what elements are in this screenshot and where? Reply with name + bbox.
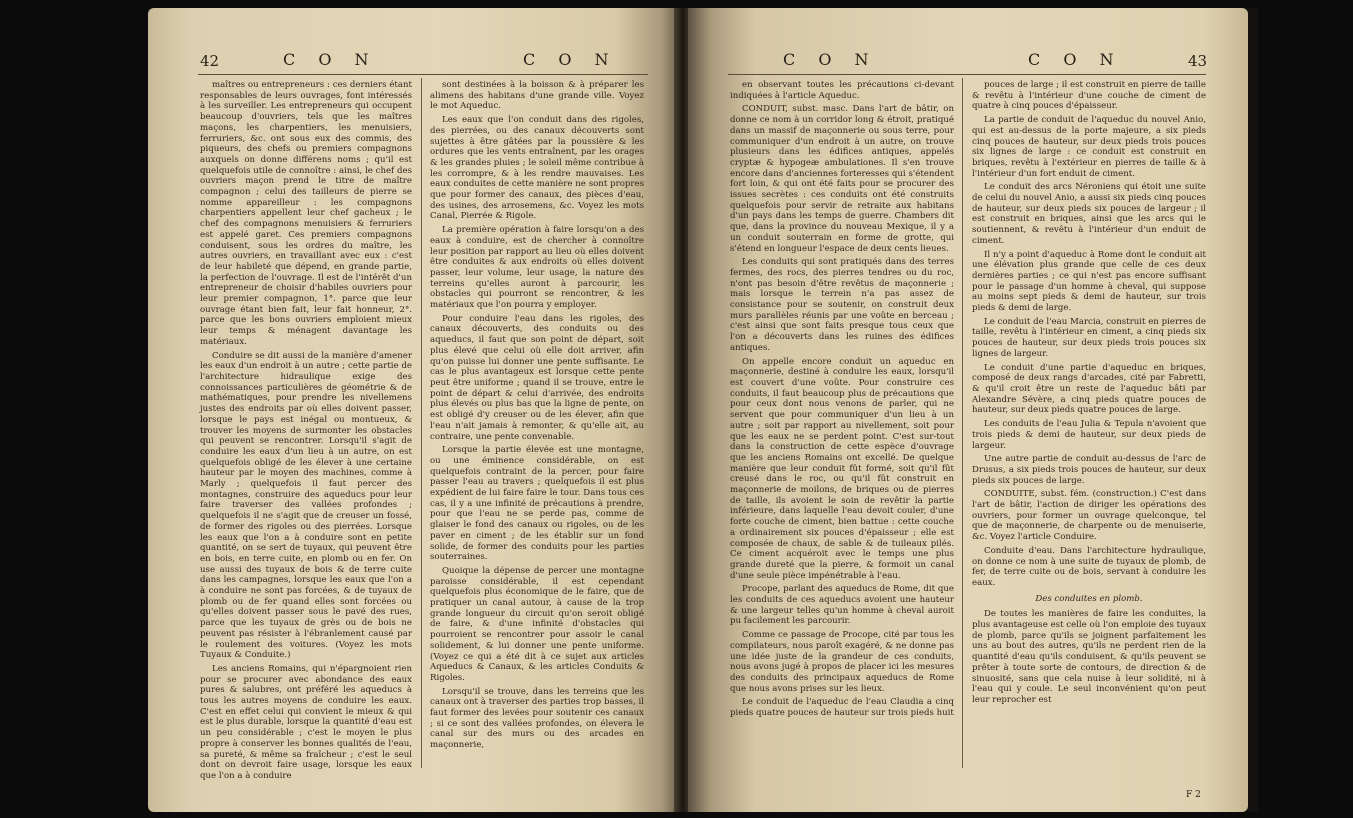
paragraph: Les conduits qui sont pratiqués dans des terres fermes, des rocs, des pierres tendres ou du roc, n'ont pas besoin d'être revêtus de maçonnerie ; mais lorsque le terrein n'a pas assez de consistance pour se soutenir, on construit deux murs parallèles réunis par une voûte en berceau ; c'est ainsi que sont faits presque tous ceux que l'on a découverts dans les ruines des édifices antiques. (730, 257, 954, 353)
column-1 (730, 80, 954, 722)
paragraph: Conduite d'eau. Dans l'architecture hydraulique, on donne ce nom à une suite de tuyaux de plomb, de fer, de terre cuite ou de bois, servant à conduire les eaux. (972, 545, 1206, 588)
paragraph: Lorsque la partie élevée est une montagne, ou une éminence considérable, on est quelquefois contraint de la percer, pour faire passer l'eau au travers ; quelquefois il est plus expédient de lui faire faire le tour. Dans tous ces cas, il y a une infinité de précautions à prendre, pour que l'eau ne se perde pas, comme de glaiser le fond des canaux ou rigoles, ou de les paver en ciment ; de les établir sur un fond solide, de former des conduits pour les parties souterraines. (430, 445, 644, 563)
paragraph: Conduire se dit aussi de la manière d'amener les eaux d'un endroit à un autre ; cette partie de l'architecture hidraulique exige des connoissances particulières de géométrie & de mathématiques, pour prendre les nivellemens justes des endroits par où elles doivent passer, lorsque le pays est inégal ou montueux, & trouver les moyens de surmonter les obstacles qui peuvent se rencontrer. Lorsqu'il s'agit de conduire les eaux d'un lieu à un autre, on est quelquefois obligé de les élever à une certaine hauteur par le moyen des machines, comme à Marly ; quelquefois il faut percer des montagnes, construire des aqueducs pour leur faire traverser des vallées profondes ; quelquefois il ne s'agit que de creuser un fossé, de former des rigoles ou des pierrées. Lorsque les eaux que l'on a à conduire sont en petite quantité, on se sert de tuyaux, qui peuvent être en bois, en terre cuite, en plomb ou en fer. On use aussi des tuyaux de bois & de terre cuite dans les campagnes, lorsque les eaux que l'on a à conduire ne sont pas forcées, & de tuyaux de plomb ou de fer quand elles sont forcées ou qu'elles doivent passer sous le pavé des rues, parce que les tuyaux de grès ou de bois ne peuvent pas résister à l'ébranlement causé par le roulement des voitures. (Voyez les mots Tuyaux & Conduite.) (200, 350, 412, 661)
paragraph: Pour conduire l'eau dans les rigoles, des canaux découverts, des conduits ou des aqueducs, il faut que son point de départ, soit plus élevé que celui où elle doit arriver, afin qu'on puisse lui donner une pente suffisante. Le cas le plus avantageux est lorsque cette pente peut être uniforme ; quand il se trouve, entre le point de départ & celui d'arrivée, des endroits plus élevés ou plus bas que la ligne de pente, on est obligé d'y creuser ou de les élever, afin que l'eau n'ait jamais à remonter, & qu'elle ait, au contraire, une pente convenable. (430, 313, 644, 442)
page-number: 42 (200, 52, 220, 70)
paragraph: Lorsqu'il se trouve, dans les terreins que les canaux ont à traverser des parties trop basses, il faut former des levées pour soutenir ces canaux ; si ce sont des vallées profondes, on élevera le canal sur des murs ou des arcades en maçonnerie, (430, 686, 644, 751)
paragraph: Comme ce passage de Procope, cité par tous les compilateurs, nous paroît exagéré, & ne donne pas une idée juste de la grandeur de ces conduits, nous avons jugé à propos de placer ici les mesures des conduits des principaux aqueducs de Rome que nous avons prises sur les lieux. (730, 630, 954, 694)
paragraph: Les conduits de l'eau Julia & Tepula n'avoient que trois pieds & demi de hauteur, sur deux pieds de largeur. (972, 419, 1206, 451)
paragraph: en observant toutes les précautions ci-devant indiquées à l'article Aqueduc. (730, 80, 954, 101)
column-2 (972, 80, 1206, 709)
paragraph: Les eaux que l'on conduit dans des rigoles, des pierrées, ou des canaux découverts sont sujettes à être gâtées par la poussière & les ordures que les vents entraînent, par les orages & les grandes pluies ; le soleil même contribue à les corrompre, & à les rendre mauvaises. Les eaux conduites de cette manière ne sont propres que pour former des canaux, des pièces d'eau, des usines, des arrosemens, &c. Voyez les mots Canal, Pierrée & Rigole. (430, 115, 644, 222)
paragraph: Le conduit d'une partie d'aqueduc en briques, composé de deux rangs d'arcades, cité par Fabretti, & qu'il croit être un reste de l'aqueduc bâti par Alexandre Sévère, a cinq pieds quatre pouces de hauteur, sur deux pieds quatre pouces de large. (972, 362, 1206, 416)
column-1 (200, 80, 412, 785)
right-page (688, 8, 1248, 812)
paragraph: Le conduit de l'aqueduc de l'eau Claudia a cinq pieds quatre pouces de hauteur sur trois pieds huit (730, 697, 954, 719)
running-header-right: C O N (1028, 50, 1123, 69)
running-header-left: C O N (783, 50, 878, 69)
section-heading: Des conduites en plomb. (1035, 593, 1143, 604)
column-divider (962, 78, 963, 768)
running-header-left: C O N (283, 50, 378, 69)
paragraph: Une autre partie de conduit au-dessus de l'arc de Drusus, a six pieds trois pouces de hauteur, sur deux pieds six pouces de large. (972, 454, 1206, 486)
paragraph: Quoique la dépense de percer une montagne paroisse considérable, il est cependant quelquefois plus économique de le faire, que de pratiquer un canal autour, à cause de la trop grande longueur du circuit qu'on seroit obligé de faire, & d'une infinité d'obstacles qui pourroient se rencontrer pour assoir le canal solidement, & lui donner une pente uniforme. (Voyez ce qui a été dit à ce sujet aux articles Aqueducs & Canaux, & les articles Conduits & Rigoles. (430, 565, 644, 683)
paragraph: Procope, parlant des aqueducs de Rome, dit que les conduits de ces aqueducs avoient une hauteur & une largeur telles qu'un homme à cheval auroit pu facilement les parcourir. (730, 584, 954, 627)
paragraph: CONDUITE, subst. fém. (construction.) C'est dans l'art de bâtir, l'action de diriger les opérations des ouvriers, pour former un ouvrage quelconque, tel que de maçonnerie, de charpente ou de menuiserie, &c. Voyez l'article Conduire. (972, 489, 1206, 543)
signature-mark: F 2 (1186, 790, 1201, 800)
column-2 (430, 80, 644, 754)
paragraph: CONDUIT, subst. masc. Dans l'art de bâtir, on donne ce nom à un corridor long & étroit, pratiqué dans un massif de maçonnerie ou sous terre, pour communiquer d'un endroit à un autre, on trouve plusieurs dans les édifices antiques, appelés cryptæ & hypogeæ ambulationes. Il s'en trouve encore dans d'anciennes forteresses qui s'étendent fort loin, & qui ont été faits pour se procurer des issues secrètes : ces conduits ont été construits quelquefois pour servir de retraite aux habitans d'un pays dans les temps de guerre. Chambers dit que, dans la province du nouveau Mexique, il y a un conduit souterrain en forme de grotte, qui s'étend en longueur l'espace de deux cents lieues. (730, 104, 954, 254)
running-header-right: C O N (523, 50, 618, 69)
paragraph: La première opération à faire lorsqu'on a des eaux à conduire, est de chercher à connoître leur position par rapport au lieu où elles doivent être conduites & aux endroits où elles doivent passer, leur volume, leur usage, la nature des terreins qu'elles auront à parcourir, les obstacles qui pourront se rencontrer, & les matériaux que l'on pourra y employer. (430, 225, 644, 311)
paragraph: La partie de conduit de l'aqueduc du nouvel Anio, qui est au-dessus de la porte majeure, a six pieds cinq pouces de hauteur, sur deux pieds trois pouces six lignes de large : ce conduit est construit en briques, revêtu à l'extérieur en pierres de taille & à l'intérieur d'un fort enduit de ciment. (972, 115, 1206, 179)
paragraph: maîtres ou entrepreneurs : ces derniers étant responsables de leurs ouvrages, font intéressés à les surveiller. Les entrepreneurs qui occupent beaucoup d'ouvriers, tels que les maîtres maçons, les charpentiers, les menuisiers, ferruriers, &c. ont sous eux des commis, des piqueurs, des chefs ou premiers compagnons auxquels on donne différens noms ; qu'il est quelquefois utile de connoître : ainsi, le chef des ouvriers maçon prend le titre de maître compagnon ; celui des tailleurs de pierre se nomme appareilleur : les compagnons charpentiers appellent leur chef gacheux ; le chef des compagnons menuisiers & ferruriers est appelé garet. Ces premiers compagnons conduisent, sous les ordres du maître, les autres ouvriers, en travaillant avec eux : c'est de leur habileté que dépend, en grande partie, la perfection de l'ouvrage. Il est de l'intérêt d'un entrepreneur de choisir d'habiles ouvriers pour leur premier compagnon, 1°. parce que leur ouvrage étant bien fait, leur fait honneur, 2°. parce que les bons ouvriers emploient mieux leur temps & ménagent davantage les matériaux. (200, 80, 412, 347)
column-divider (421, 78, 422, 768)
header-rule (198, 74, 648, 75)
left-page (148, 8, 678, 812)
paragraph: sont destinées à la boisson & à préparer les alimens des habitans d'une grande ville. Voyez le mot Aqueduc. (430, 80, 644, 112)
page-number: 43 (1188, 52, 1208, 70)
header-rule (728, 74, 1206, 75)
paragraph: De toutes les manières de faire les conduites, la plus avantageuse est celle où l'on emploie des tuyaux de plomb, parce qu'ils se joignent parfaitement les uns au bout des autres, qu'ils ne perdent rien de la quantité d'eau qu'ils conduisent, & qu'ils peuvent se prêter à toute sorte de contours, de direction & de sinuosité, sans que cela nuise à leur solidité, ni à l'eau qui y coule. Le seul inconvénient qu'on peut leur reprocher est (972, 609, 1206, 705)
paragraph: Les anciens Romains, qui n'épargnoient rien pour se procurer avec abondance des eaux pures & salubres, ont préféré les aqueducs à tous les autres moyens de conduire les eaux. C'est en effet celui qui convient le mieux & qui est le plus durable, lorsque la quantité d'eau est un peu considérable ; c'est le moyen le plus propre à conserver les bonnes qualités de l'eau, sa pureté, & même sa fraîcheur ; c'est le seul dont on devroit faire usage, lorsque les eaux que l'on a à conduire (200, 663, 412, 781)
paragraph: Le conduit de l'eau Marcia, construit en pierres de taille, revêtu à l'intérieur en ciment, a cinq pieds six pouces de hauteur, sur deux pieds trois pouces six lignes de largeur. (972, 316, 1206, 359)
paragraph: Il n'y a point d'aqueduc à Rome dont le conduit ait une élévation plus grande que celle de ces deux dernières parties ; ce qui n'est pas encore suffisant pour le passage d'un homme à cheval, qui suppose au moins sept pieds & demi de hauteur, sur trois pieds & demi de large. (972, 249, 1206, 314)
paragraph: On appelle encore conduit un aqueduc en maçonnerie, destiné à conduire les eaux, lorsqu'il est couvert d'une voûte. Pour construire ces conduits, il faut beaucoup plus de précautions que pour ceux dont nous venons de parler, qui ne servent que pour communiquer d'un lieu à un autre ; soit par rapport au nivellement, soit pour que les eaux ne se perdent point. C'est sur-tout dans la construction de cette espèce d'ouvrage que les anciens Romains ont excellé. De quelque manière que leur conduit fût formé, soit qu'il fût creusé dans le roc, ou qu'il fût construit en maçonnerie de moilons, de briques ou de pierres de taille, ils avoient le soin de revêtir la partie inférieure, dans laquelle l'eau devoit couler, d'une forte couche de ciment, bien battue : cette couche a ordinairement six pouces d'épaisseur ; elle est composée de chaux, de sable & de tuileaux pilés. Ce ciment acquéroit avec le temps une plus grande dureté que la pierre, & formoit un canal d'une seule pièce impénétrable à l'eau. (730, 356, 954, 581)
paragraph: pouces de large ; il est construit en pierre de taille & revêtu à l'intérieur d'une couche de ciment de quatre à cinq pouces d'épaisseur. (972, 80, 1206, 112)
open-book (148, 8, 1258, 812)
paragraph: Le conduit des arcs Néroniens qui étoit une suite de celui du nouvel Anio, a aussi six pieds cinq pouces de hauteur, sur deux pieds six pouces de largeur ; il est construit en briques, ainsi que les arcs qui le soutiennent, & revêtu à l'intérieur d'un enduit de ciment. (972, 182, 1206, 246)
